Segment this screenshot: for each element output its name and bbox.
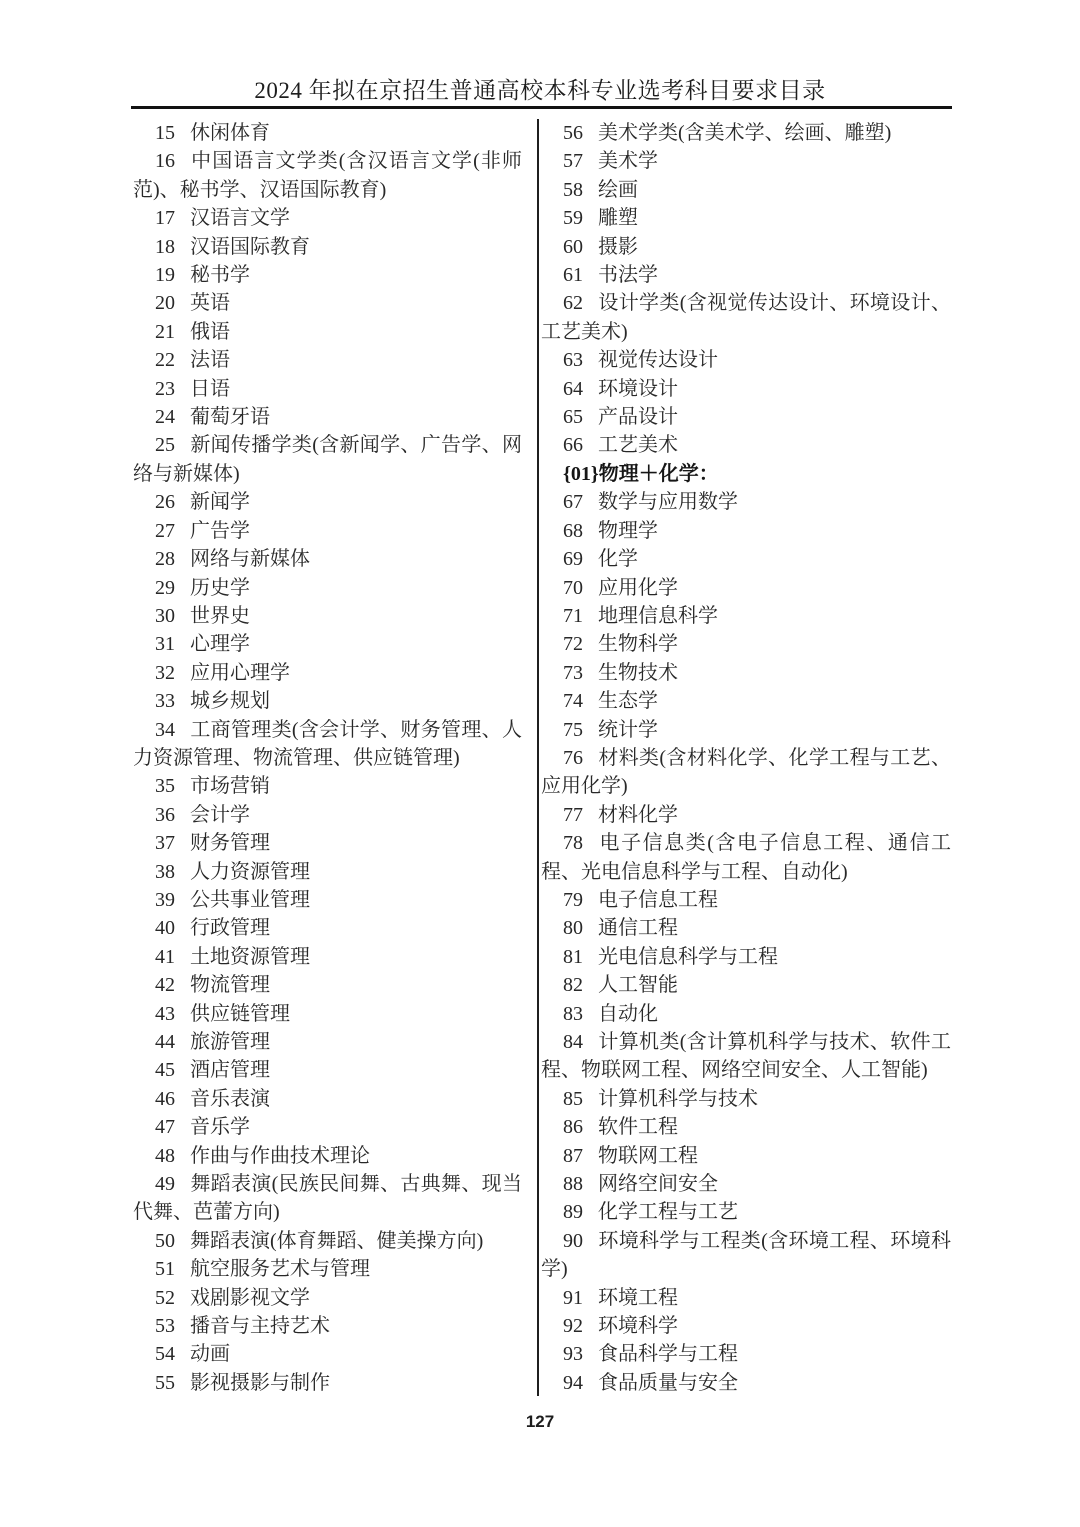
major-number: 87	[563, 1144, 583, 1167]
header-rule	[131, 106, 952, 109]
major-number: 76	[563, 746, 583, 769]
major-name: 化学	[598, 548, 638, 571]
major-number: 78	[563, 832, 583, 855]
major-item	[541, 886, 951, 914]
major-item	[133, 659, 522, 687]
major-item	[133, 886, 522, 914]
major-item	[133, 971, 522, 999]
major-name: 汉语国际教育	[190, 235, 310, 258]
major-name: 材料化学	[598, 803, 678, 826]
major-name: 戏剧影视文学	[190, 1286, 310, 1309]
major-name: 日语	[190, 377, 230, 400]
major-number: 37	[155, 832, 175, 855]
major-name: 物流管理	[190, 974, 270, 997]
major-name: 休闲体育	[190, 122, 270, 144]
column-divider	[537, 119, 539, 1396]
major-number: 77	[563, 803, 583, 826]
major-number: 93	[563, 1343, 583, 1366]
major-name: 书法学	[598, 264, 658, 287]
major-number: 42	[155, 974, 175, 997]
major-number: 16	[155, 150, 175, 173]
major-item	[133, 858, 522, 886]
major-name: 应用化学	[598, 576, 678, 599]
major-item	[541, 261, 951, 289]
major-name: 生态学	[598, 690, 658, 713]
major-item	[541, 971, 951, 999]
major-number: 83	[563, 1002, 583, 1025]
major-item	[133, 943, 522, 971]
major-item	[541, 346, 951, 374]
major-number: 20	[155, 292, 175, 315]
major-item	[133, 1255, 522, 1283]
major-item	[541, 801, 951, 829]
major-name: 通信工程	[598, 917, 678, 940]
major-name: 软件工程	[598, 1116, 678, 1139]
major-name: 财务管理	[190, 832, 270, 855]
major-item	[541, 943, 951, 971]
major-item	[541, 147, 951, 175]
major-item	[133, 1000, 522, 1028]
major-number: 36	[155, 803, 175, 826]
major-name: 舞蹈表演(民族民间舞、古典舞、现当代舞、芭蕾方向)	[133, 1173, 522, 1224]
major-number: 25	[155, 434, 175, 457]
major-number: 44	[155, 1031, 175, 1053]
major-name: 音乐表演	[190, 1087, 270, 1110]
major-number: 80	[563, 917, 583, 940]
major-item	[133, 488, 522, 516]
major-number: 75	[563, 718, 583, 741]
major-number: 69	[563, 548, 583, 571]
major-item	[541, 744, 951, 801]
major-name: 摄影	[598, 235, 638, 258]
major-item	[133, 1056, 522, 1084]
major-item	[541, 375, 951, 403]
major-name: 作曲与作曲技术理论	[190, 1144, 370, 1167]
major-name: 播音与主持艺术	[190, 1315, 330, 1338]
major-item	[541, 630, 951, 658]
major-name: 供应链管理	[190, 1002, 290, 1025]
major-name: 城乡规划	[190, 690, 270, 713]
major-number: 50	[155, 1229, 175, 1252]
major-name: 汉语言文学	[190, 207, 290, 230]
major-item	[133, 147, 522, 204]
major-number: 55	[155, 1371, 175, 1394]
major-name: 网络与新媒体	[190, 548, 310, 571]
major-item	[133, 1312, 522, 1340]
major-number: 45	[155, 1059, 175, 1082]
major-item	[541, 119, 951, 147]
major-name: 地理信息科学	[598, 604, 718, 627]
major-name: 行政管理	[190, 917, 270, 940]
major-item	[133, 801, 522, 829]
major-number: 88	[563, 1173, 583, 1196]
major-number: 38	[155, 860, 175, 883]
major-item	[541, 659, 951, 687]
major-name: 工商管理类(含会计学、财务管理、人力资源管理、物流管理、供应链管理)	[133, 718, 522, 769]
major-number: 85	[563, 1087, 583, 1110]
major-name: 航空服务艺术与管理	[190, 1258, 370, 1281]
major-name: 舞蹈表演(体育舞蹈、健美操方向)	[190, 1229, 484, 1252]
major-name: 物联网工程	[598, 1144, 698, 1167]
major-item	[133, 687, 522, 715]
major-number: 62	[563, 292, 583, 315]
major-number: 59	[563, 207, 583, 230]
major-number: 60	[563, 235, 583, 258]
major-name: 新闻学	[190, 491, 250, 514]
major-number: 66	[563, 434, 583, 457]
major-name: 食品质量与安全	[598, 1371, 738, 1394]
major-number: 27	[155, 519, 175, 542]
major-name: 心理学	[190, 633, 250, 656]
major-item	[541, 716, 951, 744]
major-name: 计算机类(含计算机科学与技术、软件工程、物联网工程、网络空间安全、人工智能)	[541, 1031, 951, 1082]
major-item	[541, 233, 951, 261]
major-name: 音乐学	[190, 1116, 250, 1139]
major-number: 32	[155, 661, 175, 684]
major-name: 物理学	[598, 519, 658, 542]
major-name: 旅游管理	[190, 1031, 270, 1053]
major-item	[133, 1369, 522, 1397]
major-number: 73	[563, 661, 583, 684]
major-name: 中国语言文学类(含汉语言文学(非师范)、秘书学、汉语国际教育)	[133, 150, 522, 201]
major-item	[133, 829, 522, 857]
major-number: 70	[563, 576, 583, 599]
major-item	[541, 1340, 951, 1368]
major-item	[133, 517, 522, 545]
major-name: 秘书学	[190, 264, 250, 287]
major-item	[133, 716, 522, 773]
major-item	[541, 488, 951, 516]
major-item	[541, 176, 951, 204]
major-name: 工艺美术	[598, 434, 678, 457]
major-item	[133, 346, 522, 374]
major-item	[133, 1085, 522, 1113]
major-number: 81	[563, 945, 583, 968]
major-item	[133, 431, 522, 488]
major-item	[133, 318, 522, 346]
major-name: 网络空间安全	[598, 1173, 718, 1196]
major-number: 91	[563, 1286, 583, 1309]
major-item	[133, 261, 522, 289]
major-number: 64	[563, 377, 583, 400]
major-number: 72	[563, 633, 583, 656]
left-column	[133, 119, 522, 1397]
major-item	[541, 829, 951, 886]
major-item	[541, 1284, 951, 1312]
major-number: 15	[155, 122, 175, 144]
major-item	[541, 1028, 951, 1085]
major-item	[133, 602, 522, 630]
major-name: 生物科学	[598, 633, 678, 656]
major-number: 89	[563, 1201, 583, 1224]
major-name: 设计学类(含视觉传达设计、环境设计、工艺美术)	[541, 292, 951, 343]
major-number: 82	[563, 974, 583, 997]
major-item	[541, 687, 951, 715]
major-name: 环境工程	[598, 1286, 678, 1309]
major-number: 43	[155, 1002, 175, 1025]
major-name: 影视摄影与制作	[190, 1371, 330, 1394]
major-name: 化学工程与工艺	[598, 1201, 738, 1224]
major-name: 世界史	[190, 604, 250, 627]
major-item	[541, 602, 951, 630]
major-number: 63	[563, 349, 583, 372]
major-number: 92	[563, 1315, 583, 1338]
major-number: 86	[563, 1116, 583, 1139]
major-name: 美术学类(含美术学、绘画、雕塑)	[598, 122, 892, 144]
major-number: 49	[155, 1173, 175, 1196]
major-name: 电子信息工程	[598, 888, 718, 911]
major-number: 90	[563, 1229, 583, 1252]
major-item	[133, 289, 522, 317]
major-item	[541, 574, 951, 602]
major-item	[133, 1170, 522, 1227]
major-item	[133, 233, 522, 261]
major-number: 46	[155, 1087, 175, 1110]
major-number: 58	[563, 178, 583, 201]
major-number: 67	[563, 491, 583, 514]
major-name: 新闻传播学类(含新闻学、广告学、网络与新媒体)	[133, 434, 522, 485]
major-name: 广告学	[190, 519, 250, 542]
major-number: 23	[155, 377, 175, 400]
major-number: 56	[563, 122, 583, 144]
major-number: 24	[155, 406, 175, 429]
major-name: 动画	[190, 1343, 230, 1366]
major-number: 84	[563, 1031, 583, 1053]
major-item	[133, 772, 522, 800]
major-item	[133, 1284, 522, 1312]
major-item	[133, 1340, 522, 1368]
major-name: 俄语	[190, 320, 230, 343]
major-item	[133, 914, 522, 942]
major-number: 52	[155, 1286, 175, 1309]
major-item	[133, 119, 522, 147]
right-column	[541, 119, 951, 1397]
major-name: 计算机科学与技术	[598, 1087, 758, 1110]
major-number: 41	[155, 945, 175, 968]
major-number: 26	[155, 491, 175, 514]
major-name: 酒店管理	[190, 1059, 270, 1082]
major-item	[541, 1198, 951, 1226]
major-number: 79	[563, 888, 583, 911]
major-item	[133, 1142, 522, 1170]
major-name: 自动化	[598, 1002, 658, 1025]
major-name: 雕塑	[598, 207, 638, 230]
major-name: 环境科学与工程类(含环境工程、环境科学)	[541, 1229, 951, 1281]
major-item	[541, 1113, 951, 1141]
major-item	[541, 545, 951, 573]
major-name: 数学与应用数学	[598, 491, 738, 514]
major-item	[541, 403, 951, 431]
two-column-major-list	[133, 119, 951, 1397]
major-item	[133, 545, 522, 573]
major-number: 31	[155, 633, 175, 656]
major-number: 61	[563, 264, 583, 287]
major-item	[541, 517, 951, 545]
major-name: 市场营销	[190, 775, 270, 798]
major-name: 食品科学与工程	[598, 1343, 738, 1366]
major-item	[133, 375, 522, 403]
major-number: 28	[155, 548, 175, 571]
major-number: 19	[155, 264, 175, 287]
major-item	[133, 1113, 522, 1141]
major-number: 54	[155, 1343, 175, 1366]
major-number: 34	[155, 718, 175, 741]
major-name: 环境设计	[598, 377, 678, 400]
major-number: 94	[563, 1371, 583, 1394]
major-number: 71	[563, 604, 583, 627]
major-item	[133, 1227, 522, 1255]
major-name: 人力资源管理	[190, 860, 310, 883]
major-name: 生物技术	[598, 661, 678, 684]
major-name: 光电信息科学与工程	[598, 945, 778, 968]
major-name: 视觉传达设计	[598, 349, 718, 372]
major-number: 48	[155, 1144, 175, 1167]
major-name: 产品设计	[598, 406, 678, 429]
page-number: 127	[525, 1412, 555, 1431]
major-number: 65	[563, 406, 583, 429]
major-item	[133, 204, 522, 232]
major-number: 21	[155, 320, 175, 343]
major-number: 33	[155, 690, 175, 713]
major-number: 47	[155, 1116, 175, 1139]
major-name: 葡萄牙语	[190, 406, 270, 429]
major-item	[541, 914, 951, 942]
major-item	[541, 1142, 951, 1170]
major-number: 17	[155, 207, 175, 230]
major-name: 材料类(含材料化学、化学工程与工艺、应用化学)	[541, 746, 951, 798]
major-name: 应用心理学	[190, 661, 290, 684]
major-number: 18	[155, 235, 175, 258]
major-number: 68	[563, 519, 583, 542]
major-number: 53	[155, 1315, 175, 1338]
page-title: 2024 年拟在京招生普通高校本科专业选考科目要求目录	[254, 78, 826, 103]
major-name: 人工智能	[598, 974, 678, 997]
major-number: 40	[155, 917, 175, 940]
major-name: 会计学	[190, 803, 250, 826]
major-number: 30	[155, 604, 175, 627]
major-number: 22	[155, 349, 175, 372]
major-item	[541, 289, 951, 346]
major-item	[541, 1085, 951, 1113]
major-name: 历史学	[190, 576, 250, 599]
major-name: 电子信息类(含电子信息工程、通信工程、光电信息科学与工程、自动化)	[541, 832, 951, 883]
major-item	[133, 574, 522, 602]
major-number: 57	[563, 150, 583, 173]
subject-requirement-heading: {01}物理＋化学：	[563, 462, 719, 485]
major-name: 绘画	[598, 178, 638, 201]
major-item	[133, 630, 522, 658]
major-name: 土地资源管理	[190, 945, 310, 968]
major-item	[541, 204, 951, 232]
major-number: 29	[155, 576, 175, 599]
major-item	[133, 1028, 522, 1056]
major-name: 美术学	[598, 150, 658, 173]
major-number: 51	[155, 1258, 175, 1281]
major-item	[541, 1312, 951, 1340]
major-number: 39	[155, 888, 175, 911]
major-item	[541, 1170, 951, 1198]
major-item	[541, 1369, 951, 1397]
major-item	[541, 1000, 951, 1028]
major-name: 法语	[190, 349, 230, 372]
major-name: 英语	[190, 292, 230, 315]
major-item	[541, 1227, 951, 1284]
major-item	[133, 403, 522, 431]
major-name: 公共事业管理	[190, 888, 310, 911]
major-number: 74	[563, 690, 583, 713]
major-name: 环境科学	[598, 1315, 678, 1338]
major-name: 统计学	[598, 718, 658, 741]
major-number: 35	[155, 775, 175, 798]
major-item	[541, 431, 951, 459]
